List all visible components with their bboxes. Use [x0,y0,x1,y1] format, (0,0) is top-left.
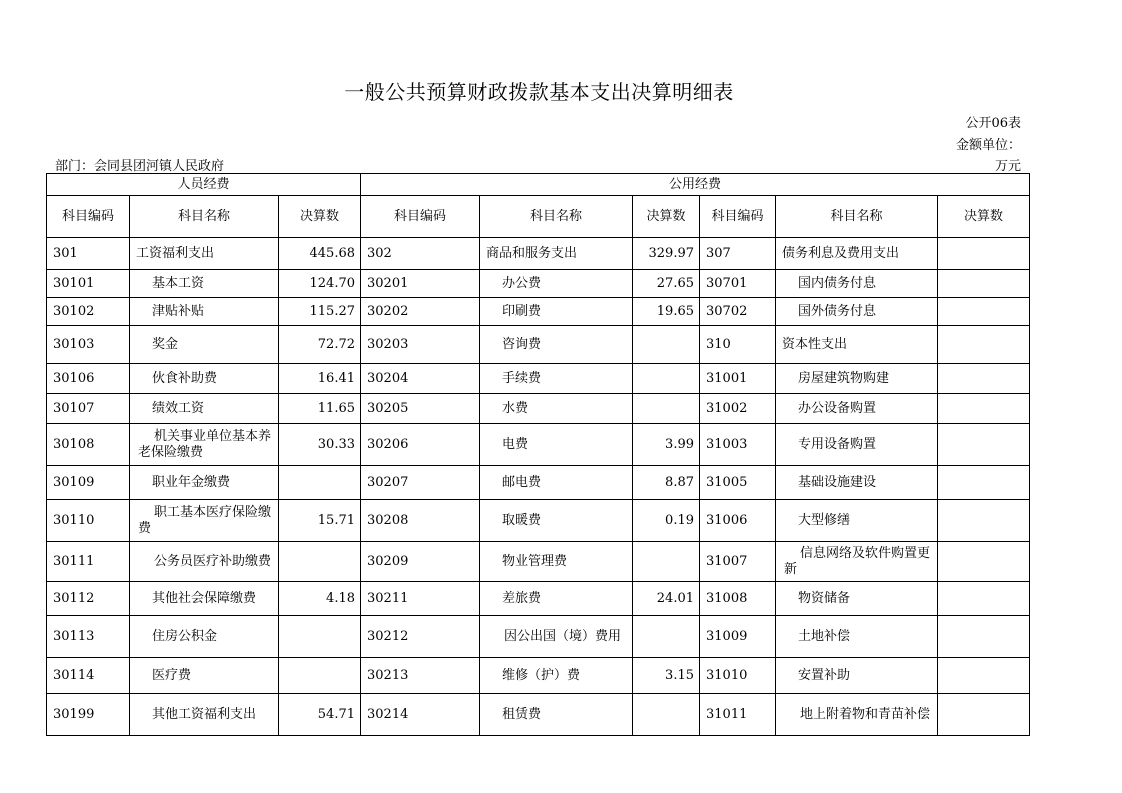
final-amount [633,364,700,394]
column-header: 科目名称 [776,196,938,238]
subject-name: 地上附着物和青苗补偿 [776,694,938,736]
table-row [47,500,1030,542]
final-amount: 30.33 [279,424,361,466]
subject-code: 30208 [361,500,480,542]
subject-name: 物资储备 [776,582,938,616]
subject-name: 取暖费 [480,500,633,542]
table-row [47,394,1030,424]
subject-code: 31011 [700,694,776,736]
department-label: 部门：会同县团河镇人民政府 [55,159,225,174]
subject-code: 30103 [47,326,130,364]
subject-name: 住房公积金 [130,616,279,658]
subject-code: 30702 [700,298,776,326]
subject-code: 30701 [700,270,776,298]
table-row [47,466,1030,500]
expenditure-table [46,173,1030,736]
subject-code: 30107 [47,394,130,424]
final-amount [938,694,1030,736]
subject-name: 手续费 [480,364,633,394]
final-amount [938,616,1030,658]
subject-code: 30106 [47,364,130,394]
subject-name: 国内债务付息 [776,270,938,298]
final-amount: 3.15 [633,658,700,694]
subject-name: 因公出国（境）费用 [480,616,633,658]
final-amount [279,542,361,582]
final-amount: 24.01 [633,582,700,616]
subject-code: 310 [700,326,776,364]
final-amount [938,424,1030,466]
subject-name: 安置补助 [776,658,938,694]
final-amount [938,394,1030,424]
subject-name: 房屋建筑物购建 [776,364,938,394]
subject-name: 奖金 [130,326,279,364]
subject-code: 30205 [361,394,480,424]
subject-code: 30207 [361,466,480,500]
subject-name: 差旅费 [480,582,633,616]
subject-code: 30209 [361,542,480,582]
final-amount [938,582,1030,616]
final-amount [279,616,361,658]
final-amount [279,658,361,694]
final-amount [633,616,700,658]
final-amount: 124.70 [279,270,361,298]
final-amount [938,500,1030,542]
subject-name: 土地补偿 [776,616,938,658]
subject-name: 其他工资福利支出 [130,694,279,736]
subject-name: 公务员医疗补助缴费 [130,542,279,582]
table-row [47,364,1030,394]
table-row [47,298,1030,326]
column-header: 科目编码 [361,196,480,238]
final-amount: 445.68 [279,238,361,270]
page-title: 一般公共预算财政拨款基本支出决算明细表 [344,80,734,104]
final-amount [633,694,700,736]
subject-code: 31001 [700,364,776,394]
final-amount: 0.19 [633,500,700,542]
subject-name: 基础设施建设 [776,466,938,500]
table-row [47,694,1030,736]
subject-code: 30112 [47,582,130,616]
final-amount [938,658,1030,694]
final-amount: 8.87 [633,466,700,500]
subject-name: 津贴补贴 [130,298,279,326]
subject-code: 30212 [361,616,480,658]
final-amount: 3.99 [633,424,700,466]
subject-name: 医疗费 [130,658,279,694]
final-amount: 115.27 [279,298,361,326]
subject-code: 31006 [700,500,776,542]
subject-name: 大型修缮 [776,500,938,542]
column-header: 决算数 [279,196,361,238]
table-row [47,326,1030,364]
group-header-public: 公用经费 [361,174,1030,196]
subject-name: 绩效工资 [130,394,279,424]
table-row [47,616,1030,658]
final-amount [938,298,1030,326]
subject-name: 办公费 [480,270,633,298]
subject-code: 30111 [47,542,130,582]
final-amount [938,466,1030,500]
subject-name: 物业管理费 [480,542,633,582]
subject-name: 工资福利支出 [130,238,279,270]
subject-code: 30202 [361,298,480,326]
subject-name: 机关事业单位基本养老保险缴费 [130,424,279,466]
subject-name: 债务利息及费用支出 [776,238,938,270]
subject-name: 印刷费 [480,298,633,326]
subject-code: 30108 [47,424,130,466]
subject-code: 30199 [47,694,130,736]
final-amount [938,542,1030,582]
subject-name: 电费 [480,424,633,466]
subject-code: 30101 [47,270,130,298]
subject-name: 邮电费 [480,466,633,500]
subject-code: 31005 [700,466,776,500]
amount-unit-value: 万元 [994,159,1021,174]
table-row [47,582,1030,616]
subject-code: 30214 [361,694,480,736]
column-header: 科目名称 [130,196,279,238]
final-amount [938,364,1030,394]
table-row [47,542,1030,582]
subject-name: 职业年金缴费 [130,466,279,500]
subject-name: 商品和服务支出 [480,238,633,270]
subject-name: 职工基本医疗保险缴费 [130,500,279,542]
final-amount [938,238,1030,270]
final-amount [633,542,700,582]
subject-code: 30201 [361,270,480,298]
final-amount: 72.72 [279,326,361,364]
table-row [47,238,1030,270]
subject-code: 31007 [700,542,776,582]
column-header: 科目名称 [480,196,633,238]
subject-code: 30211 [361,582,480,616]
subject-code: 30110 [47,500,130,542]
final-amount [938,326,1030,364]
final-amount: 11.65 [279,394,361,424]
table-row [47,270,1030,298]
subject-code: 307 [700,238,776,270]
subject-code: 30109 [47,466,130,500]
final-amount [633,394,700,424]
subject-code: 31008 [700,582,776,616]
subject-name: 信息网络及软件购置更新 [776,542,938,582]
subject-code: 302 [361,238,480,270]
subject-code: 30113 [47,616,130,658]
amount-unit-label: 金额单位： [955,138,1021,153]
subject-code: 30114 [47,658,130,694]
subject-name: 租赁费 [480,694,633,736]
subject-name: 伙食补助费 [130,364,279,394]
final-amount: 4.18 [279,582,361,616]
form-number: 公开06表 [965,116,1021,131]
subject-code: 30102 [47,298,130,326]
group-header-personnel: 人员经费 [47,174,361,196]
subject-code: 31003 [700,424,776,466]
column-header: 科目编码 [47,196,130,238]
final-amount: 329.97 [633,238,700,270]
subject-code: 30213 [361,658,480,694]
subject-name: 基本工资 [130,270,279,298]
subject-code: 30204 [361,364,480,394]
subject-name: 维修（护）费 [480,658,633,694]
subject-code: 31002 [700,394,776,424]
final-amount: 54.71 [279,694,361,736]
subject-name: 办公设备购置 [776,394,938,424]
subject-name: 国外债务付息 [776,298,938,326]
subject-name: 其他社会保障缴费 [130,582,279,616]
subject-name: 专用设备购置 [776,424,938,466]
final-amount [633,326,700,364]
subject-code: 31009 [700,616,776,658]
subject-name: 水费 [480,394,633,424]
final-amount: 15.71 [279,500,361,542]
subject-name: 咨询费 [480,326,633,364]
subject-code: 301 [47,238,130,270]
final-amount [279,466,361,500]
column-header: 决算数 [938,196,1030,238]
table-row [47,424,1030,466]
subject-name: 资本性支出 [776,326,938,364]
final-amount: 16.41 [279,364,361,394]
final-amount: 19.65 [633,298,700,326]
column-header: 科目编码 [700,196,776,238]
subject-code: 31010 [700,658,776,694]
column-header: 决算数 [633,196,700,238]
subject-code: 30206 [361,424,480,466]
subject-code: 30203 [361,326,480,364]
table-row [47,658,1030,694]
final-amount: 27.65 [633,270,700,298]
final-amount [938,270,1030,298]
